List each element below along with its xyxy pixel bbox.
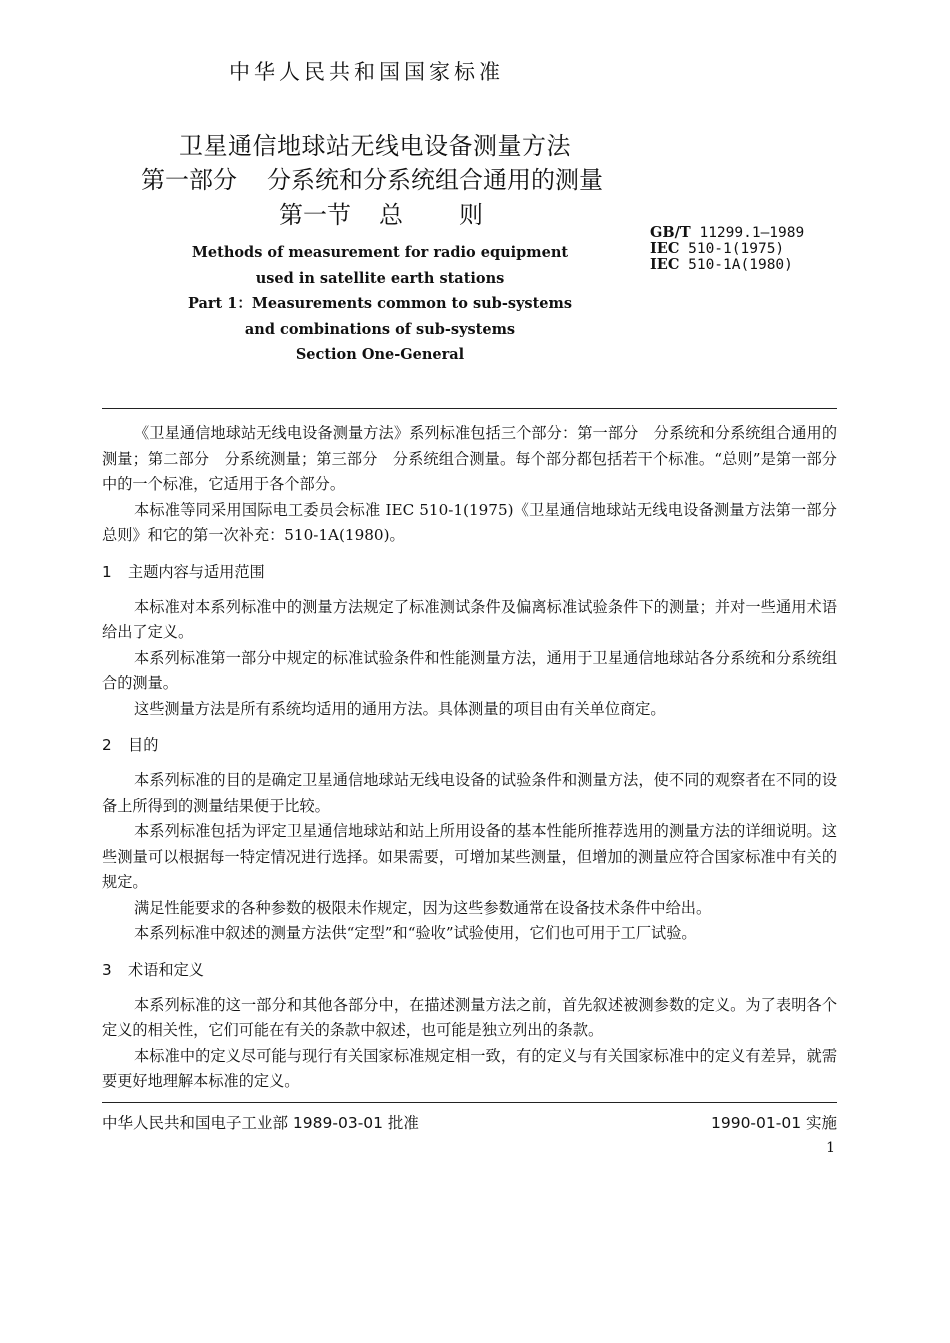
approval-date: 中华人民共和国电子工业部 1989-03-01 批准 <box>102 1114 419 1132</box>
section-paragraph: 本标准对本系列标准中的测量方法规定了标准测试条件及偏离标准试验条件下的测量；并对一些通用术语给出了定义。 <box>102 597 837 641</box>
top-divider <box>102 408 837 409</box>
document-body <box>102 421 853 1095</box>
section-heading: 1 主题内容与适用范围 <box>102 562 265 581</box>
iec-code-1: IEC 510-1(1975) <box>650 240 785 257</box>
section-paragraph: 本标准中的定义尽可能与现行有关国家标准规定相一致，有的定义与有关国家标准中的定义有差异，就需要更好地理解本标准的定义。 <box>102 1046 837 1090</box>
section-paragraph: 本系列标准的目的是确定卫星通信地球站无线电设备的试验条件和测量方法，使不同的观察者在不同的设备上所得到的测量结果便于比较。 <box>102 771 837 815</box>
iec-code-2: IEC 510-1A(1980) <box>650 256 793 273</box>
section-paragraph: 本系列标准包括为评定卫星通信地球站和站上所用设备的基本性能所推荐选用的测量方法的详细说明。这些测量可以根据每一特定情况进行选择。如果需要，可增加某些测量，但增加的测量应符合国家标准中有关的规定。 <box>102 822 837 891</box>
section-title-char-2: 则 <box>459 201 483 229</box>
section-paragraph: 这些测量方法是所有系统均适用的通用方法。具体测量的项目由有关单位商定。 <box>134 699 666 718</box>
effective-date: 1990-01-01 实施 <box>710 1114 837 1132</box>
chinese-title-line-2 <box>141 160 603 195</box>
page-number: 1 <box>826 1140 835 1156</box>
english-title <box>180 240 580 368</box>
section-paragraph: 满足性能要求的各种参数的极限未作规定，因为这些参数通常在设备技术条件中给出。 <box>134 898 712 917</box>
standard-codes <box>650 225 804 273</box>
intro-paragraph: 本标准等同采用国际电工委员会标准 IEC 510-1(1975)《卫星通信地球站无线电设备测量方法第一部分 总则》和它的第一次补充：510-1A(1980)。 <box>102 500 853 544</box>
part-label: 第一部分 <box>141 166 237 194</box>
bottom-divider <box>102 1102 837 1103</box>
section-heading: 3 术语和定义 <box>102 960 204 979</box>
section-paragraph: 本系列标准的这一部分和其他各部分中，在描述测量方法之前，首先叙述被测参数的定义。为了表明各个定义的相关性，它们可能在有关的条款中叙述，也可能是独立列出的条款。 <box>102 995 837 1039</box>
section-title-char-1: 总 <box>379 201 403 229</box>
part-title: 分系统和分系统组合通用的测量 <box>267 166 603 194</box>
section-paragraph: 本系列标准中叙述的测量方法供“定型”和“验收”试验使用，它们也可用于工厂试验。 <box>134 924 697 942</box>
english-title-line: Part 1：Measurements common to sub-systems <box>187 295 573 312</box>
gb-code: GB/T 11299.1—1989 <box>650 224 805 241</box>
section-heading: 2 目的 <box>102 736 159 754</box>
national-standard-header: 中华人民共和国国家标准 <box>229 60 504 84</box>
english-title-line: Methods of measurement for radio equipment <box>191 244 569 261</box>
section-paragraph: 本系列标准第一部分中规定的标准试验条件和性能测量方法，通用于卫星通信地球站各分系统和分系统组合的测量。 <box>102 648 837 692</box>
section-label: 第一节 <box>279 201 351 229</box>
english-title-line: Section One-General <box>295 346 465 363</box>
chinese-title-line-3 <box>279 195 483 230</box>
english-title-line: and combinations of sub-systems <box>244 320 516 338</box>
chinese-title-line-1: 卫星通信地球站无线电设备测量方法 <box>179 132 571 160</box>
intro-paragraph: 《卫星通信地球站无线电设备测量方法》系列标准包括三个部分：第一部分 分系统和分系统组合通用的测量；第二部分 分系统测量；第三部分 分系统组合测量。每个部分都包括若干个标准。“总则”是第一部分中的一个标准，它适用于各个部分。 <box>102 424 837 493</box>
english-title-line: used in satellite earth stations <box>255 269 505 287</box>
